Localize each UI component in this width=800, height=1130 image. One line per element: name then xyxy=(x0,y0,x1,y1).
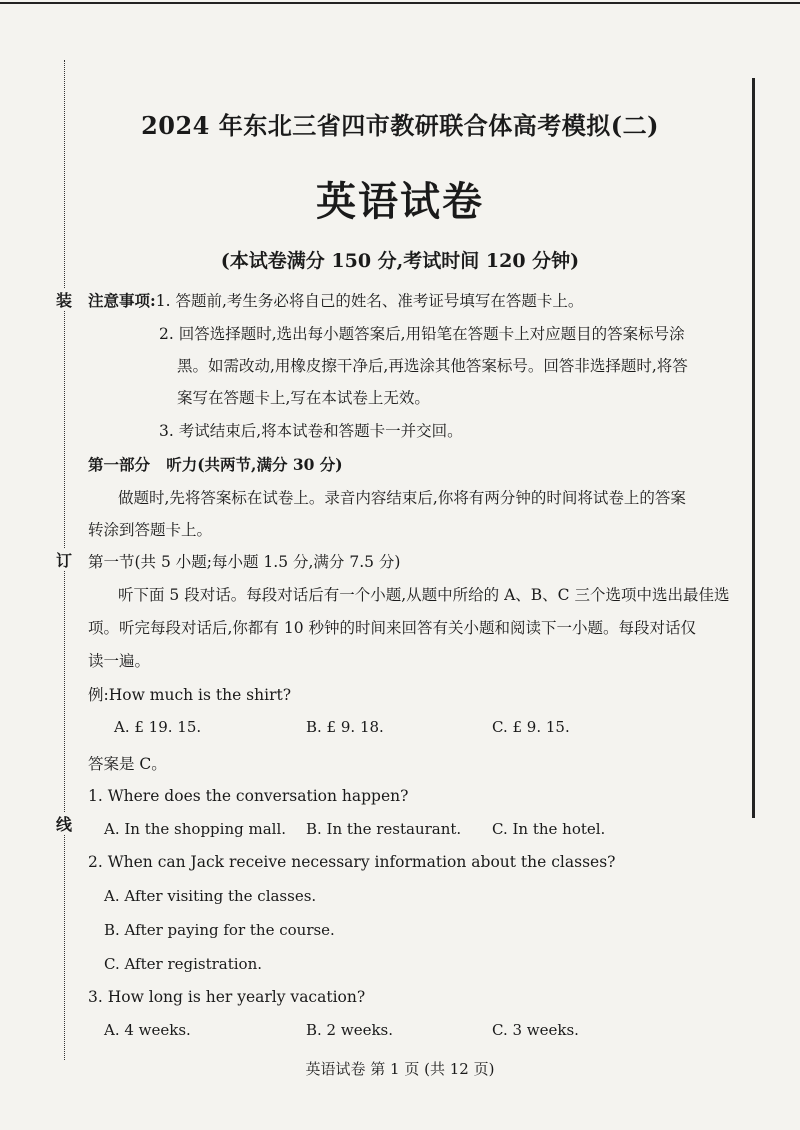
part1-intro-line-1: 做题时,先将答案标在试卷上。录音内容结束后,你将有两分钟的时间将试卷上的答案 xyxy=(118,489,686,507)
example-answer: 答案是 C。 xyxy=(88,755,167,773)
binding-mark-xian: 线 xyxy=(52,812,76,835)
part1-heading: 第一部分 听力(共两节,满分 30 分) xyxy=(88,455,343,474)
section1-heading: 第一节(共 5 小题;每小题 1.5 分,满分 7.5 分) xyxy=(88,553,401,571)
example-option-b: B. £ 9. 18. xyxy=(306,718,384,736)
part1-intro-line-2: 转涂到答题卡上。 xyxy=(88,521,213,539)
notes-item-3: 3. 考试结束后,将本试卷和答题卡一并交回。 xyxy=(159,422,463,440)
question-1-option-a: A. In the shopping mall. xyxy=(104,820,287,838)
question-3-option-c: C. 3 weeks. xyxy=(492,1021,579,1039)
binding-mark-ding: 订 xyxy=(52,548,76,571)
question-1: 1. Where does the conversation happen? xyxy=(88,787,409,805)
notes-item-1: 注意事项:1. 答题前,考生务必将自己的姓名、准考证号填写在答题卡上。 xyxy=(88,291,584,310)
notes-item-2-line-2: 黑。如需改动,用橡皮擦干净后,再选涂其他答案标号。回答非选择题时,将答 xyxy=(177,357,688,375)
score-time-info: (本试卷满分 150 分,考试时间 120 分钟) xyxy=(220,250,580,272)
top-border xyxy=(0,2,800,4)
example-question: 例:How much is the shirt? xyxy=(88,686,292,704)
question-2-option-b: B. After paying for the course. xyxy=(104,921,335,939)
example-option-c: C. £ 9. 15. xyxy=(492,718,570,736)
page-footer: 英语试卷 第 1 页 (共 12 页) xyxy=(305,1060,495,1078)
question-1-option-c: C. In the hotel. xyxy=(492,820,606,838)
section1-directions-line-2: 项。听完每段对话后,你都有 10 秒钟的时间来回答有关小题和阅读下一小题。每段对话仅 xyxy=(88,619,697,637)
exam-subject: 英语试卷 xyxy=(316,178,484,225)
question-2-option-a: A. After visiting the classes. xyxy=(104,887,317,905)
question-1-option-b: B. In the restaurant. xyxy=(306,820,462,838)
example-option-a: A. £ 19. 15. xyxy=(114,718,202,736)
exam-title: 2024 年东北三省四市教研联合体高考模拟(二) xyxy=(141,111,659,140)
question-2: 2. When can Jack receive necessary information about the classes? xyxy=(88,853,616,871)
section1-directions-line-1: 听下面 5 段对话。每段对话后有一个小题,从题中所给的 A、B、C 三个选项中选出最佳选 xyxy=(118,586,730,604)
notes-item-2-line-1: 2. 回答选择题时,选出每小题答案后,用铅笔在答题卡上对应题目的答案标号涂 xyxy=(159,325,685,343)
binding-mark-zhuang: 装 xyxy=(52,288,76,311)
question-3-option-a: A. 4 weeks. xyxy=(104,1021,191,1039)
section1-directions-line-3: 读一遍。 xyxy=(88,652,151,670)
question-3-option-b: B. 2 weeks. xyxy=(306,1021,394,1039)
notes-label: 注意事项: xyxy=(88,291,156,310)
question-2-option-c: C. After registration. xyxy=(104,955,263,973)
notes-item-2-line-3: 案写在答题卡上,写在本试卷上无效。 xyxy=(177,389,430,407)
question-3: 3. How long is her yearly vacation? xyxy=(88,988,366,1006)
